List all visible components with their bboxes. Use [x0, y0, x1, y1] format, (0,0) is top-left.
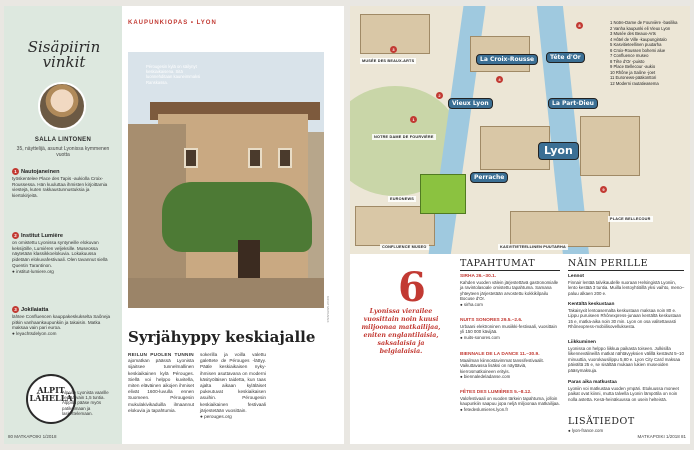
more-info-link[interactable]: lyon-france.com — [571, 428, 604, 433]
legend-item: 9 Place Bellecour -aukio — [610, 64, 656, 69]
event-link[interactable]: sirha.com — [463, 301, 483, 307]
district-bubble: Vieux Lyon — [448, 98, 493, 109]
tip-text: työskentelee Place des Tapis -aukiolla Croix-Roussessa. Hän kuuluttaa ihmisten kirjoittamia viestejä, kuten rakkaustunnustuksia ja kiertokirjeitä. — [12, 175, 108, 199]
map-label: NOTRE DAME DE FOURVIÈRE — [374, 135, 434, 139]
tip-number: 3 — [12, 306, 19, 313]
event-link[interactable]: fetedeslumieres.lyon.fr — [463, 406, 509, 412]
travel-text: Finnair lentää talvikaudelle suoraan Helsingistä Lyoniin, lento kestää 3 tuntia. Muilla lentoyhtiöillä yksi vaihto, meno–paluu alkaen 200 e. — [568, 279, 685, 296]
event-text: Urbaani elektroninen musiikki-festivaali, vuosittain yli 150 000 kävijää. — [460, 323, 557, 335]
legend-item: 12 Moderni rautatieasema — [610, 80, 659, 86]
legend-item: 4 Hôtel de Ville -kaupungintalo — [610, 36, 667, 42]
map-pin: 4 — [496, 76, 503, 83]
pull-quote: Lyonissa vierailee vuosittain noin kuusi miljoonaa matkailijaa, eniten englantilaisia, saksalaisia ja belgialaisia. — [361, 308, 441, 355]
legend-item: 6 Croix-Roussen bohemi alue — [610, 47, 666, 53]
travel-title: Lennot — [568, 274, 584, 279]
sidebar-name: SALLA LINTONEN — [34, 137, 92, 143]
legend-item: 8 Tête d'Or -puisto — [610, 58, 645, 64]
district-bubble: La Part-Dieu — [548, 98, 598, 109]
illustrated-map — [350, 6, 690, 254]
tip-title: Jokilaiatta — [21, 307, 49, 313]
travel-text: Lyonissa on helppo liikkua paikasta toiseen. Julkisilla liikennevälineillä matkat nähtävyyksien välillä kestävät 5–10 minuuttia, vuorokausilippu 5,80 e. Lyon City Card maksaa päivältä 25 e, se sisältää mukaan lukien museoiden pääsymaksuja. — [568, 345, 684, 373]
sidebar-role: 35, näyttelijä, asunut Lyonissa kymmenen vuotta — [16, 146, 110, 158]
legend-item: 11 Euronews-pääkonttori — [610, 75, 657, 80]
map-pin: 8 — [576, 22, 583, 29]
body-column-2: sokerilla ja voilla valettu galettete de Pérouges -lättyy. Pääle keskiaikaisen nyky-ihmisen asuttavana on moderni käsityöläisen taidetta, kun taas ajalta aikaan kyläläiset pukeutuvat keskiaikaisen asuihin. Pérougesin keskiaikainen festivaali järjestetään vuosittain. ● perouges.org — [200, 352, 266, 420]
map-pin: 9 — [600, 186, 607, 193]
event-item: NUITS SONORES 29.5.–2.6. Urbaani elektroninen musiikki-festivaali, vuosittain yli 150 000 kävijää. ● nuits-sonores.com — [460, 318, 560, 340]
sidebar-title: Sisäpiirin vinkit — [27, 38, 101, 71]
article-headline: Syrjähyppy keskiajalle — [128, 328, 316, 346]
big-number: 6 — [398, 264, 426, 311]
alps-badge: ALPIT LÄHELLÄ — [26, 374, 76, 424]
more-info-link-row: ● lyon-france.com — [568, 428, 604, 433]
event-title: NUITS SONORES 29.5.–2.6. — [460, 318, 523, 323]
insider-tips-sidebar — [4, 6, 122, 444]
page-folio-right: MATKAPOIKI 1/2018 81 — [637, 434, 686, 439]
legend-item: 10 Rhône ja Saône -joet — [610, 69, 656, 75]
body-lead: REILUN PUOLEN TUNNIN — [128, 352, 194, 357]
avatar — [38, 82, 86, 130]
tip-link[interactable]: leyachtsdelyon.com — [16, 331, 57, 337]
event-text: Kahden vuoden välein järjestettävä gastronomialle ja ravintolasoale omistettu tapahtuma. Samana yhteyteen järjestetään arvostettu kokkikilpailu Bocuse d'Or. — [460, 279, 559, 302]
photo-caption: Pérougesin kylä on säilynyt keskiaikaisena. Sitä luonnehditaan kauneimmaksi Ranskassa. — [146, 64, 201, 85]
legend-item: 5 Kasvitieteellinen puutarha — [610, 42, 662, 47]
divider — [460, 270, 560, 271]
map-label: MUSÉE DES BEAUX-ARTS — [362, 59, 415, 63]
body-text: ajomatkan päässä Lyonista sijaitsee tunnelmallinen keskiaikainen kylä Pérouges. Siellä voi helppo kuvitella, miten eläväinen aikojen ihmiset elivät 1600-luvulla ennen Suomeen. Pérougesin mukulakivikaduilla ilmaannut elokuvia ja tapahtumia. — [128, 358, 194, 413]
perouges-photo — [128, 52, 324, 308]
left-page — [4, 6, 344, 444]
map-label: EURONEWS — [390, 197, 414, 201]
travel-item — [568, 340, 686, 374]
legend-item: 1 Notre-Dame de Fourvière -basilika — [610, 20, 678, 25]
more-info-heading: LISÄTIEDOT — [568, 416, 635, 427]
travel-text: Lyoniin voi matkustaa vuoden ympäri. Etukuussa moneet paikat ovat kiinni, mutta talvella Lyonin lämpötila on noin nolla astetta. Kesä-heinäkuussa on usein helteistä. — [568, 385, 679, 402]
travel-title: Kentältä keskustaan — [568, 302, 615, 307]
tip-item: 3 Jokilaiatta lähtee Confluencen kauppakeskukselta Saôneja pitkin vanhaankaupunkiin ja takaisin. Matka maksaa vain pari euroa. ● leyachtsdelyon.com — [12, 307, 111, 337]
event-item: FÊTES DES LUMIÈRES 5.–8.12. Valofestivaali on vuoden tärkein tapahtuma, jolloin kaupunkiin saapuu jopa neljä miljoonaa matkailijaa. ● fetedeslumieres.lyon.fr — [460, 390, 560, 412]
event-item: SIRHA 26.–30.1. Kahden vuoden välein järjestettävä gastronomialle ja ravintolasoale omistettu tapahtuma. Samana yhteyteen järjestetään arvostettu kokkikilpailu Bocuse d'Or. ● sirha.com — [460, 274, 559, 307]
tip-link[interactable]: institut-lumiere.org — [16, 268, 54, 274]
body-text: sokerilla ja voilla valettu galettete de Pérouges -lättyy. Pääle keskiaikaisen nyky-ihmisen asuttavana on moderni käsityöläisen taidetta, kun taas ajalta aikaan kyläläiset pukeutuvat keskiaikaisen asuihin. Pérougesin keskiaikainen festivaali järjestetään vuosittain. — [200, 352, 266, 413]
event-title: BIENNALE DE LA DANCE 11.–30.9. — [460, 352, 540, 357]
event-link[interactable]: biennaledeladanse.com — [463, 374, 511, 380]
map-legend — [610, 20, 690, 86]
body-column-1 — [128, 352, 194, 414]
page-folio-left: 80 MATKAPOIKI 1/2018 — [8, 434, 57, 439]
district-bubble: Perrache — [470, 172, 508, 183]
travel-text: Takaisyxit lentoasemalta keskustaan maksaa noin 80 e. Lippu puruiseen Rhônexpress-junaan kentältä keskustaan 15 e, matka-aika noin 30 min. Lyon on osa valitettavasti Rhônexpress-mobiilisovelluksesta. — [568, 307, 682, 330]
event-text: Maailman kiinnostavimmat tanssifestivaalit. Vaikuttavassa lisäksi on näyttäviä, kierrosmatkoineen erityis. — [460, 357, 544, 374]
district-bubble: Tête d'Or — [546, 52, 585, 63]
body-link[interactable]: perouges.org — [204, 414, 232, 420]
tip-title: Nautojaneinen — [21, 169, 60, 175]
euronews-building — [420, 174, 466, 214]
event-title: FÊTES DES LUMIÈRES 5.–8.12. — [460, 390, 532, 395]
map-pin: 3 — [390, 46, 397, 53]
map-label: PLACE BELLECOUR — [610, 217, 651, 221]
divider — [568, 270, 684, 271]
tip-title: Institut Lumière — [21, 233, 63, 239]
travel-title: Paras aika matkustaa — [568, 380, 617, 385]
district-bubble: La Croix-Rousse — [476, 54, 538, 65]
district-bubble: Lyon — [538, 142, 579, 160]
tip-item: 2 Institut Lumière on omistettu Lyonissa syntyneille elokuvan keksijöille, Lumièren veljeksille. Museossa näytetään klassikkoelokuvia. Lokakuussa pidetään elokuvafestivaali. Olen tavannut siellä Quentin Tarantinon. ● institut-lumiere.org — [12, 233, 108, 274]
legend-item: 2 Vanha kaupunki eli Vieux Lyon — [610, 25, 671, 31]
travel-item — [568, 274, 686, 296]
travel-item — [568, 380, 686, 402]
events-heading: TAPAHTUMAT — [460, 258, 536, 269]
photo-credit: KUVAT MATKAPEX — [326, 296, 330, 323]
map-pin: 1 — [410, 116, 417, 123]
alps-text: Alpeille Lyonista vaarille kestää vain 1,5 tuntia. Alppilla pääse myös patikoimaan ja laskettelemaan. — [62, 390, 109, 416]
right-page — [350, 6, 690, 444]
map-label: KASVITIETEELLINEN PUUTARHA — [500, 245, 566, 249]
travel-title: Liikkuminen — [568, 340, 596, 345]
event-text: Valofestivaali on vuoden tärkein tapahtuma, jolloin kaupunkiin saapuu jopa neljä miljoonaa matkailijaa. — [460, 395, 560, 407]
tip-text: on omistettu Lyonissa syntyneille elokuvan keksijöille, Lumièren veljeksille. Museossa näytetään klassikkoelokuvia. Lokakuussa pidetään elokuvafestivaali. Olen tavannut siellä Quentin Tarantinon. — [12, 239, 108, 268]
travel-heading: NÄIN PERILLE — [568, 258, 649, 269]
event-item: BIENNALE DE LA DANCE 11.–30.9. Maailman kiinnostavimmat tanssifestivaalit. Vaikuttavassa lisäksi on näyttäviä, kierrosmatkoineen erityis. ● biennaledeladanse.com — [460, 352, 560, 380]
section-label: KAUPUNKIOPAS • LYON — [128, 20, 217, 26]
legend-item: 7 Confluence museo — [610, 53, 649, 58]
tip-item — [12, 168, 114, 199]
event-link[interactable]: nuits-sonores.com — [463, 334, 500, 340]
legend-item: 3 Musée des Beaux-Arts — [610, 31, 656, 36]
event-title: SIRHA 26.–30.1. — [460, 274, 497, 279]
tip-number: 1 — [12, 168, 19, 175]
tip-text: lähtee Confluencen kauppakeskukselta Saôneja pitkin vanhaankaupunkiin ja takaisin. Matka maksaa vain pari euroa. — [12, 313, 111, 331]
map-label: CONFLUENCE MUSEO — [382, 245, 427, 249]
tip-number: 2 — [12, 232, 19, 239]
map-pin: 2 — [436, 92, 443, 99]
travel-item — [568, 302, 686, 330]
